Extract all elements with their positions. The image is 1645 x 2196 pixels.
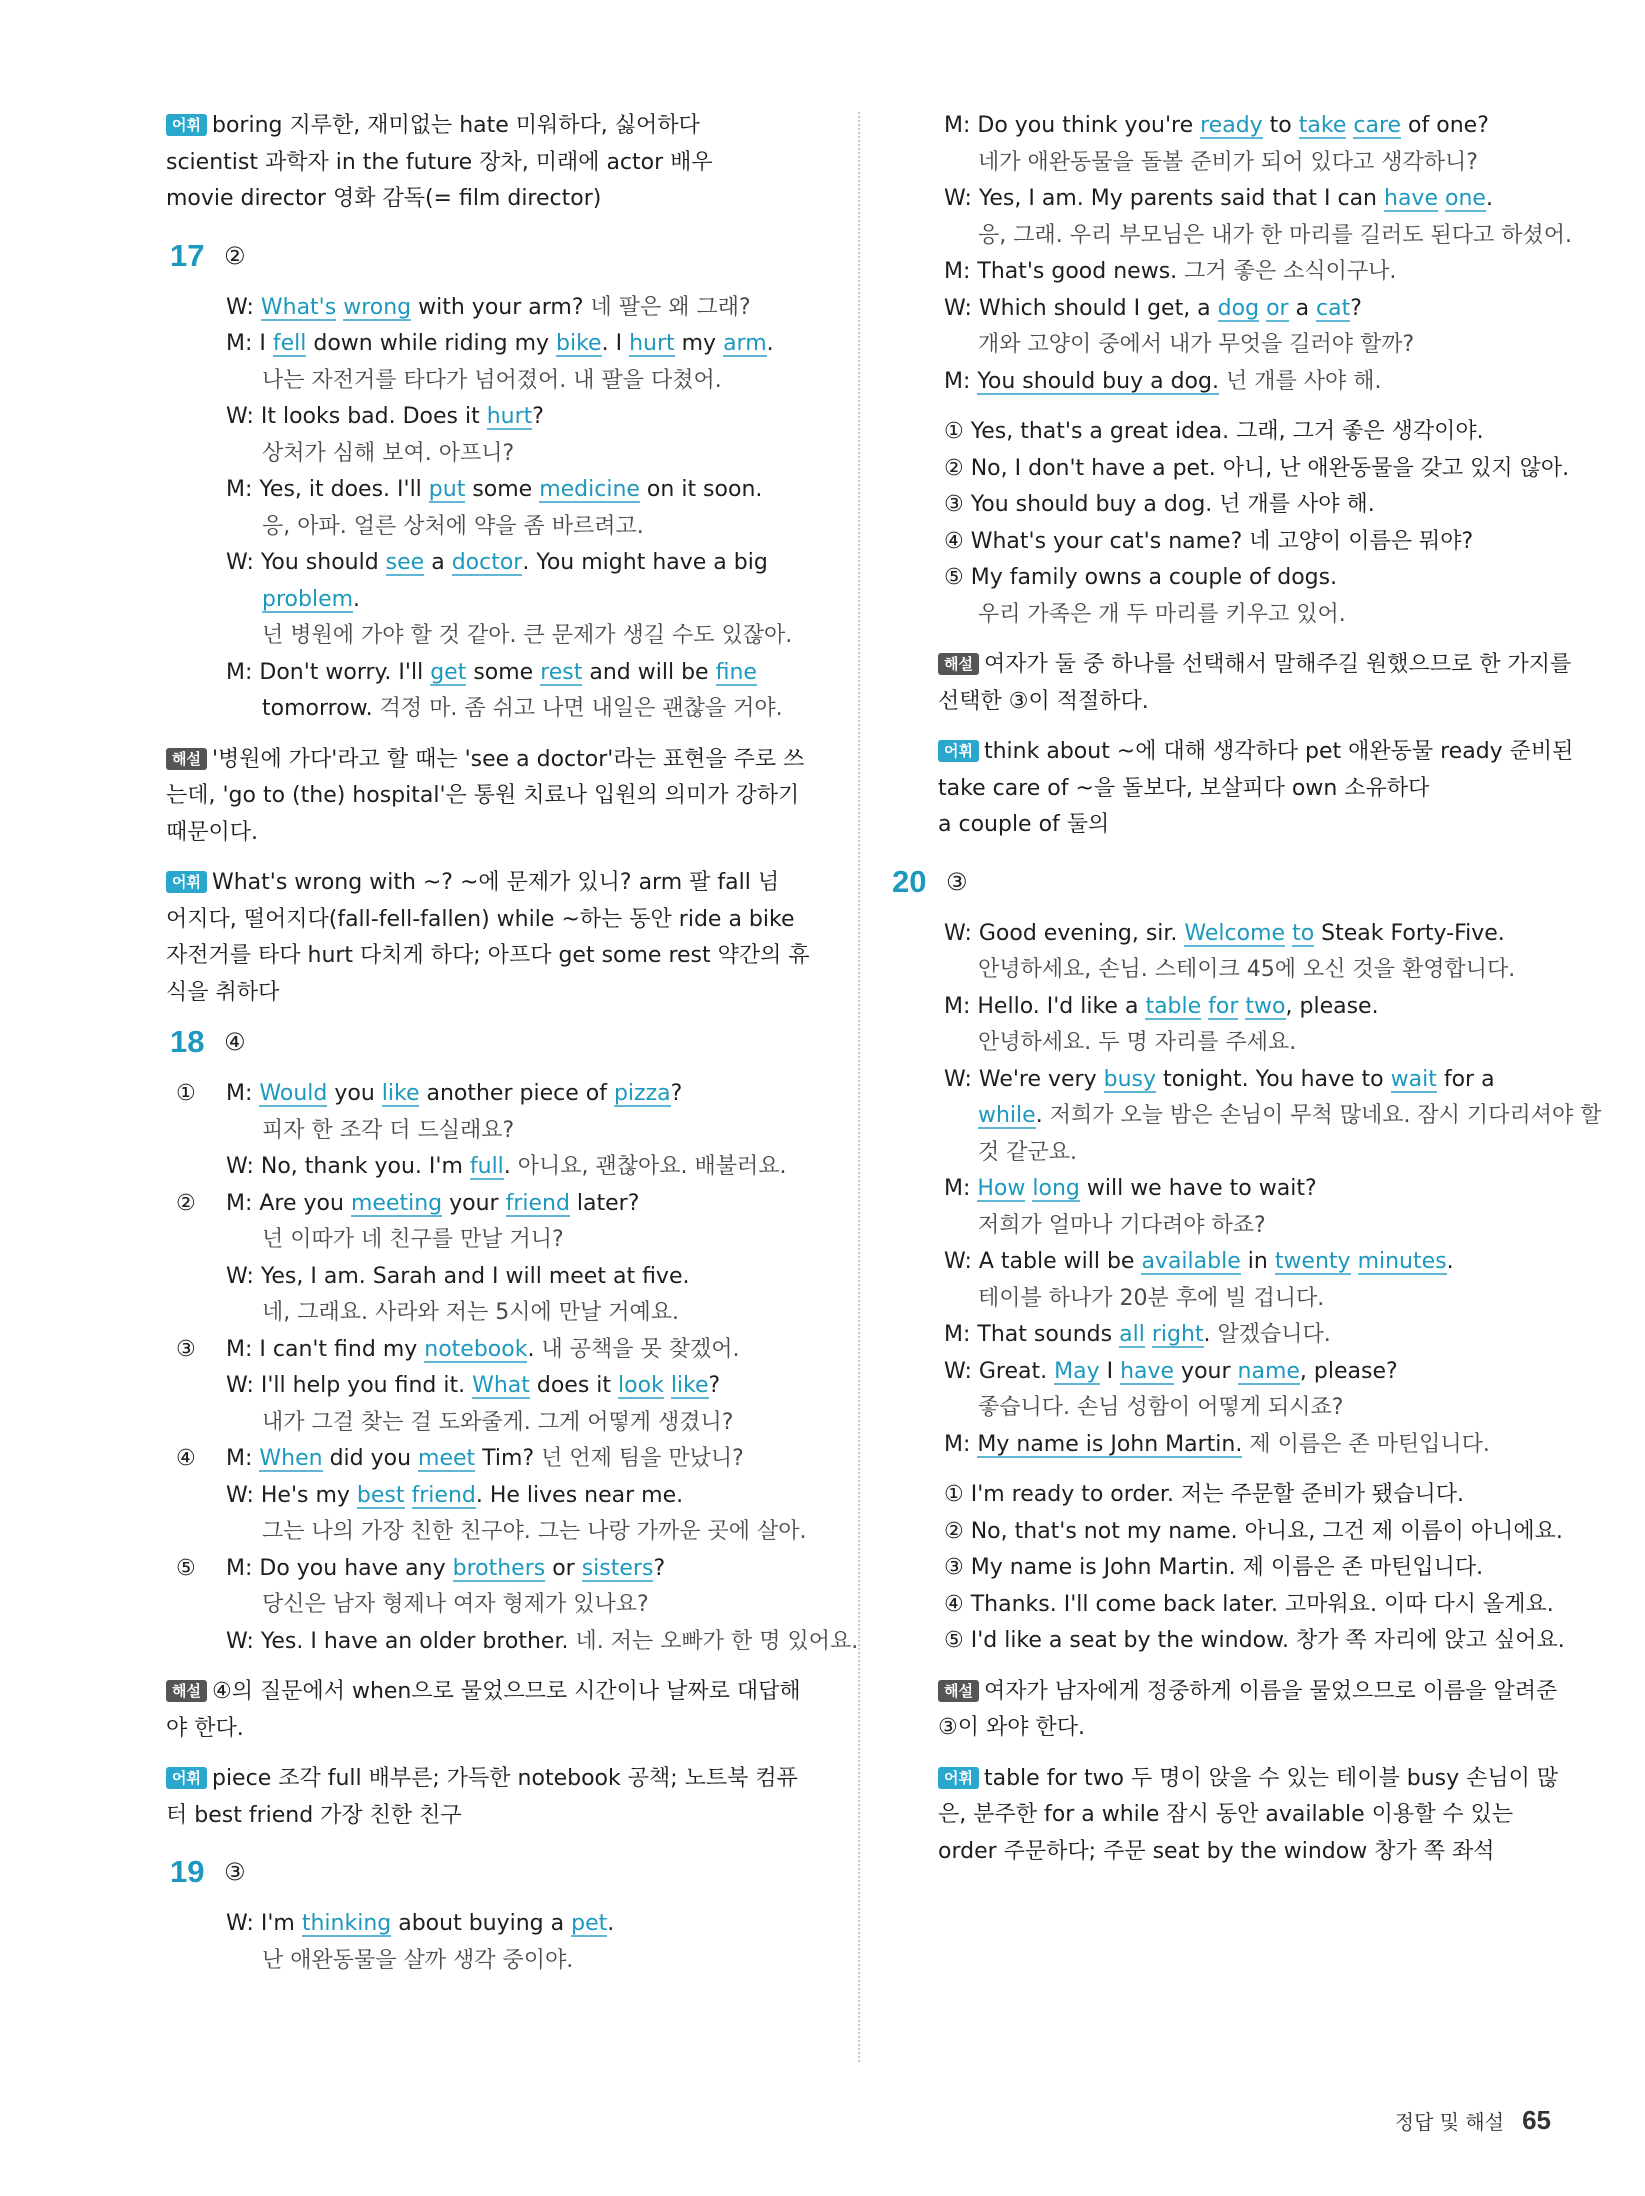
- vocab-line: [166, 865, 850, 902]
- explanation-tag: 해설: [166, 1680, 207, 1702]
- text-fragment: M: Do you think you're: [944, 113, 1201, 138]
- text-fragment: 여자가 남자에게 정중하게 이름을 물었으므로 이름을 알려준: [983, 1678, 1558, 1704]
- answer-keyword: two: [1245, 993, 1286, 1019]
- text-fragment: .: [503, 1154, 518, 1179]
- text-fragment: W: We're very: [944, 1066, 1104, 1092]
- dialogue-line: [166, 290, 850, 327]
- answer-keyword: all: [1119, 1322, 1145, 1347]
- translation-line: 것 같군요.: [978, 1139, 1077, 1165]
- vocab-tag: 어휘: [938, 740, 979, 762]
- text-fragment: boring 지루한, 재미없는 hate 미워하다, 싫어하다: [211, 113, 700, 138]
- answer-keyword: or: [1266, 295, 1289, 321]
- answer-keyword: take: [1298, 113, 1347, 138]
- explanation-tag: 해설: [938, 1680, 979, 1702]
- text-fragment: 걱정 마. 좀 쉬고 나면 내일은 괜찮을 거야.: [379, 696, 783, 721]
- translation-line: 안녕하세요, 손님. 스테이크 45에 오신 것을 환영합니다.: [978, 957, 1516, 982]
- text-fragment: ?: [1350, 295, 1362, 321]
- text-fragment: M:: [226, 1081, 260, 1106]
- answer-keyword: What: [472, 1373, 530, 1398]
- text-fragment: .: [1035, 1103, 1050, 1128]
- text-fragment: later?: [569, 1190, 640, 1216]
- translation-line: 네가 애완동물을 돌볼 준비가 되어 있다고 생각하니?: [978, 149, 1478, 175]
- answer-keyword: medicine: [539, 477, 640, 502]
- vocab-line: 은, 분주한 for a while 잠시 동안 available 이용할 수 있는: [938, 1802, 1514, 1827]
- option-line: ④ Thanks. I'll come back later. 고마워요. 이따 다시 올게요.: [944, 1591, 1554, 1617]
- answer-keyword: ready: [1200, 113, 1263, 138]
- text-fragment: M: Hello. I'd like a: [944, 993, 1146, 1019]
- option-line: ④ What's your cat's name? 네 고양이 이름은 뭐야?: [944, 528, 1474, 554]
- right-column: [892, 108, 1602, 1870]
- text-fragment: with your arm?: [411, 294, 591, 320]
- text-fragment: table for two 두 명이 앉을 수 있는 테이블 busy 손님이 많: [983, 1765, 1559, 1791]
- text-fragment: think about ~에 대해 생각하다 pet 애완동물 ready 준비된: [983, 739, 1574, 764]
- text-fragment: tonight. You have to: [1156, 1066, 1391, 1092]
- answer-keyword: hurt: [629, 331, 675, 356]
- text-fragment: ?: [653, 1555, 666, 1581]
- text-fragment: down while riding my: [306, 331, 557, 356]
- answer-keyword: brothers: [452, 1555, 546, 1581]
- vocab-tag: 어휘: [166, 114, 207, 136]
- dialogue-line: [938, 1354, 1570, 1391]
- dialogue-line: [938, 364, 1570, 401]
- answer-keyword: twenty: [1274, 1249, 1351, 1274]
- answer-keyword: fell: [272, 331, 307, 356]
- text-fragment: M: I can't find my: [226, 1336, 425, 1362]
- answer-keyword: see: [385, 550, 425, 575]
- answer-keyword: When: [259, 1446, 323, 1471]
- text-fragment: , please?: [1299, 1358, 1398, 1384]
- text-fragment: M: Are you: [226, 1190, 351, 1216]
- question-19-header: [166, 1848, 850, 1906]
- dialogue-line: [938, 291, 1570, 328]
- answer-keyword: have: [1384, 186, 1438, 211]
- text-fragment: .: [607, 1911, 615, 1936]
- text-fragment: ?: [708, 1373, 721, 1398]
- translation-line: 그는 나의 가장 친한 친구야. 그는 나랑 가까운 곳에 살아.: [262, 1519, 807, 1544]
- answer-keyword: What's: [260, 294, 337, 320]
- text-fragment: 그거 좋은 소식이구나.: [1184, 259, 1397, 284]
- text-fragment: did you: [322, 1446, 419, 1471]
- text-fragment: . He lives near me.: [475, 1482, 684, 1508]
- option-marker: ①: [176, 1081, 196, 1106]
- answer-keyword: care: [1353, 113, 1402, 138]
- text-fragment: M:: [944, 368, 978, 394]
- dialogue-line: [938, 254, 1570, 291]
- dialogue-line: [938, 1244, 1570, 1281]
- explanation-line: [938, 1674, 1570, 1711]
- text-fragment: 네 팔은 왜 그래?: [590, 294, 751, 320]
- text-fragment: W: Good evening, sir.: [944, 920, 1185, 946]
- dialogue-line: [166, 1551, 850, 1588]
- text-fragment: ?: [532, 404, 544, 429]
- dialogue-line: [938, 108, 1570, 145]
- text-fragment: or: [545, 1555, 582, 1581]
- dialogue-line: [166, 691, 850, 728]
- page-footer: [1395, 2105, 1551, 2136]
- vocab-line: 자전거를 타다 hurt 다치게 하다; 아프다 get some rest 약간의 휴: [166, 943, 810, 968]
- text-fragment: .: [353, 586, 361, 612]
- text-fragment: 네. 저는 오빠가 한 명 있어요.: [575, 1628, 859, 1654]
- translation-line: 나는 자전거를 타다가 넘어졌어. 내 팔을 다쳤어.: [262, 367, 722, 393]
- text-fragment: for a: [1436, 1066, 1495, 1092]
- option-line: ② No, I don't have a pet. 아니, 난 애완동물을 갖고 있지 않아.: [944, 455, 1570, 481]
- text-fragment: ?: [670, 1081, 683, 1106]
- text-fragment: , please.: [1285, 993, 1379, 1019]
- answer-keyword: rest: [540, 659, 583, 685]
- translation-line: 내가 그걸 찾는 걸 도와줄게. 그게 어떻게 생겼니?: [262, 1409, 734, 1435]
- text-fragment: in: [1240, 1249, 1275, 1274]
- vocab-line: 식을 취하다: [166, 979, 280, 1005]
- text-fragment: .: [1485, 186, 1493, 211]
- dialogue-line: [938, 916, 1570, 953]
- translation-line: 좋습니다. 손님 성함이 어떻게 되시죠?: [978, 1395, 1344, 1420]
- dialogue-line: [166, 1149, 850, 1186]
- answer-keyword: bike: [556, 331, 602, 356]
- text-fragment: and will be: [582, 659, 716, 685]
- text-fragment: 내 공책을 못 찾겠어.: [541, 1336, 740, 1362]
- answer-keyword: for: [1208, 993, 1239, 1019]
- vocab-line: take care of ~을 돌보다, 보살피다 own 소유하다: [938, 775, 1430, 801]
- text-fragment: W: A table will be: [944, 1249, 1142, 1274]
- text-fragment: ④의 질문에서 when으로 물었으므로 시간이나 날짜로 대답해: [211, 1679, 801, 1704]
- text-fragment: tomorrow.: [262, 696, 380, 721]
- explanation-line: 야 한다.: [166, 1715, 244, 1741]
- answer-keyword: friend: [505, 1190, 570, 1216]
- question-number: 20: [892, 863, 927, 899]
- text-fragment: W: Yes, I am. My parents said that I can: [944, 186, 1384, 211]
- text-fragment: 여자가 둘 중 하나를 선택해서 말해주길 원했으므로 한 가지를: [983, 652, 1572, 677]
- dialogue-line: [938, 1427, 1570, 1464]
- translation-line: 피자 한 조각 더 드실래요?: [262, 1117, 515, 1143]
- footer-section: 정답 및 해설: [1394, 2110, 1505, 2134]
- text-fragment: a: [1288, 295, 1317, 321]
- dialogue-line: [166, 1368, 850, 1405]
- dialogue-line: [166, 399, 850, 436]
- text-fragment: 알겠습니다.: [1217, 1322, 1331, 1347]
- text-fragment: W: Yes. I have an older brother.: [226, 1628, 576, 1654]
- answer-mark: ④: [224, 1028, 246, 1056]
- answer-keyword: full: [469, 1154, 504, 1179]
- answer-keyword: get: [430, 659, 467, 685]
- text-fragment: on it soon.: [639, 477, 763, 502]
- text-fragment: My name is John Martin.: [977, 1431, 1243, 1457]
- text-fragment: your: [1174, 1358, 1238, 1384]
- dialogue-line: [166, 326, 850, 363]
- vocab-line: scientist 과학자 in the future 장차, 미래에 actor 배우: [166, 149, 713, 175]
- text-fragment: some: [466, 659, 541, 685]
- text-fragment: What's wrong with ~? ~에 문제가 있니? arm 팔 fall 넘: [211, 870, 780, 895]
- text-fragment: of one?: [1401, 113, 1489, 138]
- dialogue-line: [166, 1441, 850, 1478]
- translation-line: 상처가 심해 보여. 아프니?: [262, 440, 515, 466]
- answer-keyword: problem: [262, 586, 354, 612]
- option-line: ③ My name is John Martin. 제 이름은 존 마틴입니다.: [944, 1555, 1484, 1580]
- explanation-line: [938, 647, 1570, 684]
- text-fragment: M: Don't worry. I'll: [226, 659, 431, 685]
- explanation-line: 는데, 'go to (the) hospital'은 통원 치료나 입원의 의미가 강하기: [166, 783, 800, 808]
- answer-keyword: dog: [1217, 295, 1260, 321]
- left-column: [166, 108, 859, 1979]
- text-fragment: to: [1262, 113, 1299, 138]
- answer-keyword: friend: [411, 1482, 476, 1508]
- text-fragment: piece 조각 full 배부른; 가득한 notebook 공책; 노트북 컴퓨: [211, 1766, 798, 1791]
- translation-line: 저희가 얼마나 기다려야 하죠?: [978, 1212, 1266, 1238]
- column-divider: [858, 112, 860, 2062]
- translation-line: 네, 그래요. 사라와 저는 5시에 만날 거예요.: [262, 1300, 679, 1325]
- translation-line: 개와 고양이 중에서 내가 무엇을 길러야 할까?: [978, 332, 1415, 357]
- dialogue-line: [938, 1062, 1570, 1099]
- vocab-line: [938, 734, 1574, 771]
- text-fragment: Tim?: [475, 1446, 542, 1471]
- dialogue-line: [166, 1186, 850, 1223]
- text-fragment: M:: [226, 1446, 260, 1471]
- option-line: ⑤ My family owns a couple of dogs.: [944, 565, 1338, 590]
- dialogue-line: W: Yes, I am. Sarah and I will meet at five.: [226, 1263, 690, 1289]
- answer-keyword: pet: [571, 1911, 608, 1936]
- text-fragment: does it: [529, 1373, 619, 1398]
- answer-keyword: cat: [1316, 295, 1351, 321]
- answer-keyword: one: [1444, 186, 1486, 211]
- vocab-line: [166, 1761, 850, 1798]
- question-18-header: [166, 1018, 850, 1076]
- text-fragment: W: He's my: [226, 1482, 357, 1508]
- answer-keyword: thinking: [301, 1911, 392, 1936]
- text-fragment: M:: [944, 1176, 978, 1201]
- dialogue-line: [938, 1171, 1570, 1208]
- text-fragment: you: [327, 1081, 382, 1106]
- text-fragment: 넌 개를 사야 해.: [1218, 368, 1382, 394]
- text-fragment: M:: [944, 1431, 978, 1457]
- explanation-line: [166, 1674, 850, 1711]
- explanation-line: 선택한 ③이 적절하다.: [938, 688, 1149, 714]
- text-fragment: .: [766, 331, 774, 356]
- answer-keyword: name: [1237, 1358, 1300, 1384]
- vocab-tag: 어휘: [166, 871, 207, 893]
- vocab-line: [166, 108, 850, 145]
- question-number: 19: [170, 1854, 205, 1889]
- vocab-line: movie director 영화 감독(= film director): [166, 186, 602, 211]
- text-fragment: my: [674, 331, 724, 356]
- answer-keyword: best: [356, 1482, 405, 1508]
- page-number: 65: [1522, 2105, 1551, 2135]
- answer-keyword: meeting: [350, 1190, 443, 1216]
- dialogue-line: [166, 1076, 850, 1113]
- answer-keyword: May: [1054, 1358, 1100, 1384]
- text-fragment: I: [1099, 1358, 1121, 1384]
- text-fragment: your: [442, 1190, 506, 1216]
- answer-mark: ③: [946, 867, 968, 896]
- option-line: ① I'm ready to order. 저는 주문할 준비가 됐습니다.: [944, 1482, 1464, 1507]
- text-fragment: M: I: [226, 331, 273, 356]
- question-17-header: [166, 232, 850, 290]
- answer-keyword: like: [381, 1081, 420, 1106]
- answer-keyword: busy: [1103, 1066, 1157, 1092]
- option-line: ③ You should buy a dog. 넌 개를 사야 해.: [944, 492, 1375, 517]
- text-fragment: W: Great.: [944, 1358, 1055, 1384]
- answer-keyword: arm: [723, 331, 767, 356]
- answer-keyword: have: [1120, 1358, 1175, 1384]
- translation-line: 응, 아파. 얼른 상처에 약을 좀 바르려고.: [262, 513, 644, 539]
- vocab-line: order 주문하다; 주문 seat by the window 창가 쪽 좌석: [938, 1838, 1495, 1864]
- answer-keyword: long: [1032, 1176, 1080, 1201]
- answer-keyword: How: [977, 1176, 1026, 1201]
- vocab-line: [938, 1761, 1570, 1798]
- translation-line: 넌 병원에 가야 할 것 같아. 큰 문제가 생길 수도 있잖아.: [262, 623, 793, 648]
- translation-line: 안녕하세요. 두 명 자리를 주세요.: [978, 1030, 1297, 1055]
- answer-keyword: put: [428, 477, 466, 502]
- text-fragment: 제 이름은 존 마틴입니다.: [1242, 1431, 1490, 1457]
- text-fragment: a: [424, 550, 452, 575]
- text-fragment: another piece of: [419, 1081, 614, 1106]
- dialogue-line: [166, 1906, 850, 1943]
- vocab-line: 어지다, 떨어지다(fall-fell-fallen) while ~하는 동안 ride a bike: [166, 906, 795, 932]
- text-fragment: . I: [601, 331, 630, 356]
- text-fragment: You should buy a dog.: [977, 368, 1219, 394]
- option-translation: 우리 가족은 개 두 마리를 키우고 있어.: [978, 601, 1346, 627]
- answer-keyword: wrong: [343, 294, 412, 320]
- text-fragment: will we have to wait?: [1079, 1176, 1317, 1201]
- answer-keyword: minutes: [1357, 1249, 1447, 1274]
- option-line: ⑤ I'd like a seat by the window. 창가 쪽 자리에 앉고 싶어요.: [944, 1628, 1565, 1653]
- text-fragment: Steak Forty-Five.: [1314, 920, 1505, 946]
- answer-keyword: meet: [418, 1446, 476, 1471]
- question-20-header: [888, 858, 1570, 916]
- option-marker: ⑤: [176, 1555, 196, 1581]
- text-fragment: .: [527, 1336, 542, 1362]
- translation-line: 응, 그래. 우리 부모님은 내가 한 마리를 길러도 된다고 하셨어.: [978, 222, 1572, 248]
- question-number: 18: [170, 1024, 205, 1059]
- answer-keyword: notebook: [424, 1336, 528, 1362]
- text-fragment: 아니요, 괜찮아요. 배불러요.: [517, 1154, 787, 1179]
- text-fragment: W: It looks bad. Does it: [226, 404, 487, 429]
- answer-mark: ③: [224, 1858, 246, 1886]
- text-fragment: 저희가 오늘 밤은 손님이 무척 많네요. 잠시 기다리셔야 할: [1049, 1103, 1602, 1128]
- explanation-line: ③이 와야 한다.: [938, 1715, 1085, 1740]
- explanation-line: [166, 742, 850, 779]
- answer-keyword: to: [1292, 920, 1315, 946]
- dialogue-line: [938, 1317, 1570, 1354]
- dialogue-line: [166, 655, 850, 692]
- dialogue-line: [166, 1624, 859, 1661]
- explanation-line: 때문이다.: [166, 819, 259, 845]
- option-line: ① Yes, that's a great idea. 그래, 그거 좋은 생각이야.: [944, 419, 1484, 444]
- answer-keyword: right: [1151, 1322, 1204, 1347]
- text-fragment: M: Yes, it does. I'll: [226, 477, 429, 502]
- dialogue-line: [938, 989, 1570, 1026]
- text-fragment: W:: [226, 294, 261, 320]
- text-fragment: M: Do you have any: [226, 1555, 453, 1581]
- answer-keyword: available: [1141, 1249, 1241, 1274]
- answer-keyword: table: [1145, 993, 1202, 1019]
- text-fragment: W: You should: [226, 550, 386, 575]
- answer-keyword: fine: [715, 659, 757, 685]
- explanation-tag: 해설: [938, 653, 979, 675]
- vocab-tag: 어휘: [938, 1767, 979, 1789]
- answer-keyword: hurt: [486, 404, 533, 429]
- explanation-tag: 해설: [166, 748, 207, 770]
- vocab-tag: 어휘: [166, 1767, 207, 1789]
- translation-line: 난 애완동물을 살까 생각 중이야.: [262, 1947, 574, 1973]
- text-fragment: W: I'll help you find it.: [226, 1373, 473, 1398]
- answer-keyword: doctor: [451, 550, 523, 575]
- answer-keyword: wait: [1390, 1066, 1437, 1092]
- text-fragment: some: [465, 477, 540, 502]
- answer-keyword: Would: [259, 1081, 328, 1106]
- dialogue-line: [166, 582, 850, 619]
- text-fragment: W: Which should I get, a: [944, 295, 1218, 321]
- text-fragment: .: [1446, 1249, 1454, 1274]
- question-number: 17: [170, 237, 205, 273]
- option-line: ② No, that's not my name. 아니요, 그건 제 이름이 아니에요.: [944, 1518, 1563, 1544]
- text-fragment: 넌 언제 팀을 만났니?: [541, 1446, 744, 1471]
- dialogue-line: [938, 181, 1570, 218]
- answer-mark: ②: [224, 241, 246, 270]
- text-fragment: M: That sounds: [944, 1322, 1120, 1347]
- vocab-line: a couple of 둘의: [938, 812, 1110, 837]
- answer-keyword: look: [618, 1373, 664, 1398]
- vocab-line: 터 best friend 가장 친한 친구: [166, 1802, 462, 1828]
- option-marker: ④: [176, 1446, 196, 1471]
- text-fragment: '병원에 가다'라고 할 때는 'see a doctor'라는 표현을 주로 쓰: [211, 746, 805, 772]
- translation-line: 테이블 하나가 20분 후에 빌 겁니다.: [978, 1285, 1325, 1311]
- text-fragment: W: No, thank you. I'm: [226, 1154, 470, 1179]
- text-fragment: W: I'm: [226, 1911, 302, 1936]
- translation-line: 당신은 남자 형제나 여자 형제가 있나요?: [262, 1592, 649, 1617]
- answer-keyword: Welcome: [1184, 920, 1286, 946]
- answer-keyword: while: [978, 1103, 1036, 1128]
- text-fragment: about buying a: [391, 1911, 572, 1936]
- text-fragment: M: That's good news.: [944, 259, 1185, 284]
- option-marker: ③: [176, 1336, 196, 1362]
- text-fragment: .: [1203, 1322, 1218, 1347]
- answer-keyword: pizza: [613, 1081, 671, 1106]
- dialogue-line: [166, 545, 850, 582]
- translation-line: 넌 이따가 네 친구를 만날 거니?: [262, 1227, 564, 1252]
- dialogue-line: [938, 1098, 1602, 1135]
- text-fragment: . You might have a big: [522, 550, 768, 575]
- dialogue-line: [166, 472, 850, 509]
- answer-keyword: sisters: [581, 1555, 654, 1581]
- dialogue-line: [166, 1478, 850, 1515]
- option-marker: ②: [176, 1190, 196, 1216]
- answer-keyword: like: [670, 1373, 709, 1398]
- dialogue-line: [166, 1332, 850, 1369]
